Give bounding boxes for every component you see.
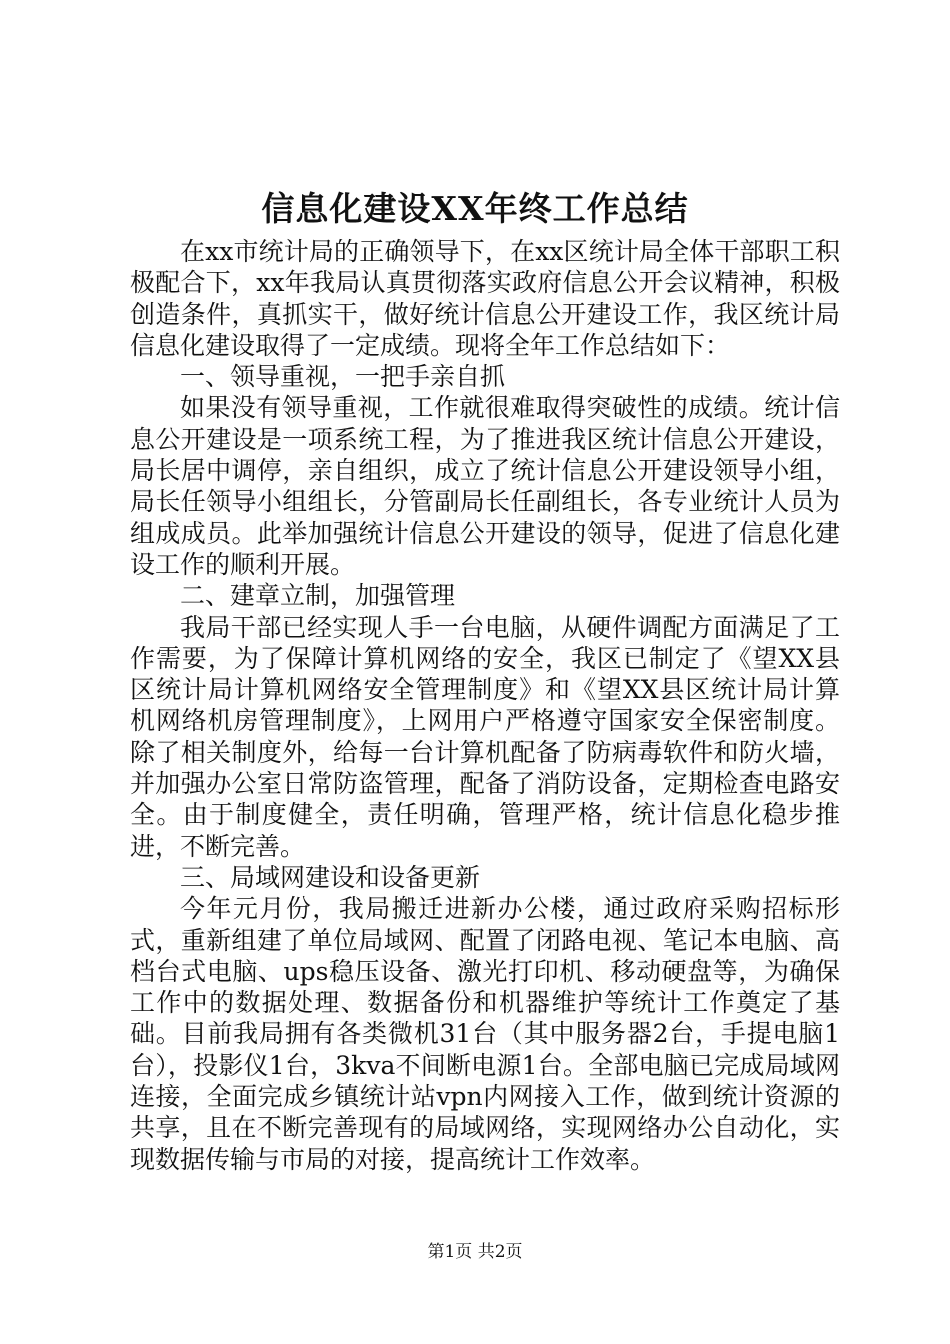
- section-heading-2: 二、建章立制，加强管理: [180, 581, 456, 611]
- section-heading-3: 三、局域网建设和设备更新: [180, 862, 481, 892]
- paragraph-section-3: 今年元月份，我局搬迁进新办公楼，通过政府采购招标形式，重新组建了单位局域网、配置了闭路电视、笔记本电脑、高档台式电脑、ups稳压设备、激光打印机、移动硬盘等，为确保工作中的数据处理、数据备份和机器维护等统计工作奠定了基础。目前我局拥有各类微机31台（其中服务器2台，手提电脑1台），投影仪1台，3kva不间断电源1台。全部电脑已完成局域网连接，全面完成乡镇统计站vpn内网接入工作，做到统计资源的共享，且在不断完善现有的局域网络，实现网络办公自动化，实现数据传输与市局的对接，提高统计工作效率。: [130, 894, 840, 1174]
- document-body: [130, 236, 840, 1175]
- page-number-footer: 第1页 共2页: [427, 1242, 523, 1262]
- section-heading-1: 一、领导重视，一把手亲自抓: [180, 362, 506, 392]
- paragraph-intro: 在xx市统计局的正确领导下，在xx区统计局全体干部职工积极配合下，xx年我局认真贯彻落实政府信息公开会议精神，积极创造条件，真抓实干，做好统计信息公开建设工作，我区统计局信息化建设取得了一定成绩。现将全年工作总结如下：: [130, 237, 840, 360]
- document-title: 信息化建设XX年终工作总结: [261, 189, 689, 228]
- paragraph-section-2: 我局干部已经实现人手一台电脑，从硬件调配方面满足了工作需要，为了保障计算机网络的安全，我区已制定了《望XX县区统计局计算机网络安全管理制度》和《望XX县区统计局计算机网络机房管理制度》，上网用户严格遵守国家安全保密制度。除了相关制度外，给每一台计算机配备了防病毒软件和防火墙，并加强办公室日常防盗管理，配备了消防设备，定期检查电路安全。由于制度健全，责任明确，管理严格，统计信息化稳步推进，不断完善。: [130, 612, 840, 861]
- paragraph-section-1: 如果没有领导重视，工作就很难取得突破性的成绩。统计信息公开建设是一项系统工程，为了推进我区统计信息公开建设，局长居中调停，亲自组织，成立了统计信息公开建设领导小组，局长任领导小组组长，分管副局长任副组长，各专业统计人员为组成成员。此举加强统计信息公开建设的领导，促进了信息化建设工作的顺利开展。: [130, 393, 840, 579]
